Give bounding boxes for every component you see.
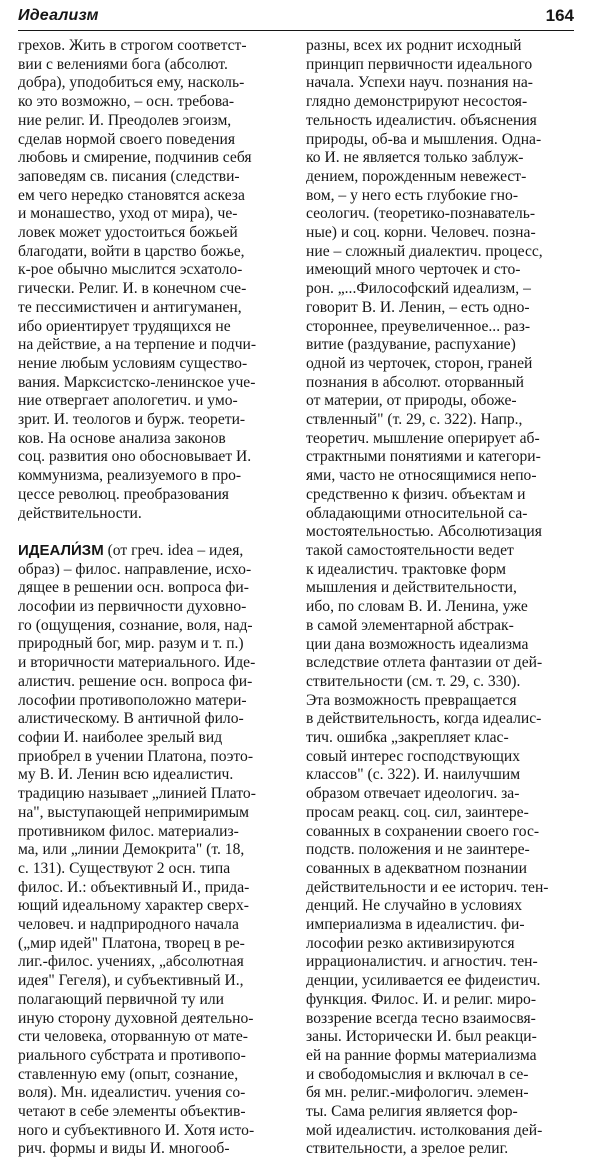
entry-headword: ИДЕАЛИ́ЗМ (18, 541, 104, 559)
text-line: глядно демонстрируют несостоя- (306, 93, 528, 111)
text-line: вследствие отлета фантазии от дей- (306, 654, 543, 672)
text-line: иную сторону духовной деятельно- (18, 1009, 254, 1027)
text-line: алистич. решение осн. вопроса фи- (18, 672, 253, 690)
text-line: познания в абсолют. оторванный (306, 373, 525, 391)
text-line: четают в себе элементы объектив- (18, 1103, 246, 1121)
text-line: бя мн. религ.-мифологич. элемен- (306, 1084, 529, 1102)
text-line: го (ощущения, сознание, воля, над- (18, 616, 253, 634)
text-line: сделав нормой своего поведения (18, 130, 235, 148)
text-line: в самой элементарной абстрак- (306, 616, 514, 634)
text-line: ибо, по словам В. И. Ленина, уже (306, 598, 528, 616)
entry-first-line (18, 542, 293, 561)
text-line: грехов. Жить в строгом соответст- (18, 37, 247, 54)
text-line: империализма в идеалистич. фи- (306, 916, 525, 934)
text-line: на действие, а на терпение и подчи- (18, 336, 257, 354)
text-line: филос. И.: объективный И., прида- (18, 878, 250, 896)
left-column (18, 37, 293, 1159)
left-column-continuation (18, 37, 293, 523)
header-rule (18, 30, 574, 31)
text-line: ствительности (см. т. 29, с. 330). (306, 672, 521, 690)
text-line: дением, порожденным невежест- (306, 167, 527, 185)
text-line: сованных в адекватном познании (306, 859, 527, 877)
text-line: лософии из первичности духовно- (18, 598, 247, 616)
text-line: ями, часто не относящимися непо- (306, 467, 537, 485)
text-line: тич. ошибка „закрепляет клас- (306, 729, 509, 747)
text-line: денции, усиливается ее фидеистич. (306, 972, 541, 990)
text-line: алистическому. В античной фило- (18, 710, 244, 728)
text-line: воззрение всегда тесно взаимосвя- (306, 1009, 536, 1027)
text-line: полагающий первичной ту или (18, 990, 224, 1008)
text-line: приобрел в учении Платона, поэто- (18, 747, 254, 765)
text-line: му В. И. Ленин всю идеалистич. (18, 766, 234, 784)
text-line: говорит В. И. Ленин, – есть одно- (306, 298, 530, 316)
text-line: цессе революц. преобразования (18, 485, 229, 503)
text-line: просам реакц. соц. сил, заинтере- (306, 803, 529, 821)
text-line: ствительности, а зрелое религ. (306, 1140, 509, 1158)
text-line: гически. Религ. И. в конечном сче- (18, 280, 247, 298)
text-line: и монашество, уход от мира), че- (18, 205, 238, 223)
text-line: подств. положения и не заинтере- (306, 841, 530, 859)
text-line: классов" (с. 322). И. наилучшим (306, 766, 521, 784)
running-title: Идеализм (18, 7, 99, 24)
text-line: традицию называет „линией Плато- (18, 785, 256, 803)
text-line: ей на ранние формы материализма (306, 1046, 537, 1064)
text-line: принцип первичности идеального (306, 55, 533, 73)
text-line: рич. формы и виды И. многооб- (18, 1140, 230, 1158)
text-line: имеющий много черточек и сто- (306, 261, 521, 279)
text-line: Эта возможность превращается (306, 691, 517, 709)
text-line: ние отвергает апологетич. и умо- (18, 392, 238, 410)
text-line: тельность идеалистич. объяснения (306, 111, 537, 129)
text-line: от материи, от природы, обоже- (306, 392, 517, 410)
text-line: одной из черточек, сторон, граней (306, 354, 533, 372)
text-line: мостоятельностью. Абсолютизация (306, 523, 542, 541)
text-line: („мир идей" Платона, творец в ре- (18, 934, 245, 952)
text-line: заны. Исторически И. был реакци- (306, 1028, 537, 1046)
text-line: лософии резко активизируются (306, 934, 515, 952)
text-line: ние – сложный диалектич. процесс, (306, 242, 543, 260)
text-line: на", выступающей непримиримым (18, 803, 250, 821)
text-line: ции дана возможность идеализма (306, 635, 529, 653)
text-line: страктными понятиями и категори- (306, 448, 541, 466)
text-line: и вторичности материального. Иде- (18, 654, 256, 672)
text-line: сованных в сохранении своего гос- (306, 822, 540, 840)
text-line: начала. Успехи науч. познания на- (306, 74, 533, 92)
text-line: коммунизма, реализуемого в про- (18, 467, 242, 485)
text-line: образ) – филос. направление, исхо- (18, 560, 252, 578)
text-line: вания. Марксистско-ленинское уче- (18, 373, 256, 391)
text-line: образом отвечает идеологич. за- (306, 785, 520, 803)
text-line: ко И. не является только заблуж- (306, 149, 524, 167)
text-line: к-рое обычно мыслится эсхатоло- (18, 261, 243, 279)
text-line: к идеалистич. трактовке форм (306, 560, 506, 578)
page-number: 164 (545, 6, 574, 25)
text-line: ты. Сама религия является фор- (306, 1103, 518, 1121)
text-line: ма, или „линии Демокрита" (т. 18, (18, 841, 245, 859)
text-line: ибо ориентирует трудящихся не (18, 317, 231, 335)
text-line: софии И. наиболее зрелый вид (18, 729, 223, 746)
text-line: стороннее, преувеличенное... раз- (306, 317, 531, 335)
text-line: ющий идеальному характер сверх- (18, 897, 249, 915)
text-line: средственно к физич. объектам и (306, 485, 526, 503)
paragraph-gap (18, 523, 293, 542)
text-line: человеч. и надприродного начала (18, 916, 239, 934)
text-line: ловек может удостоиться божьей (18, 224, 238, 242)
text-line: разны, всех их роднит исходный (306, 37, 522, 54)
text-line: ставленную ему (опыт, сознание, (18, 1065, 239, 1083)
right-column (306, 37, 584, 1159)
text-line: дящее в решении осн. вопроса фи- (18, 579, 249, 597)
text-line: совый интерес господствующих (306, 747, 521, 765)
text-line: вом, – у него есть глубокие гно- (306, 186, 519, 204)
text-line: теоретич. мышление оперирует аб- (306, 429, 540, 447)
text-line: мой идеалистич. истолкования дей- (306, 1121, 543, 1139)
text-line: обладающими относительной са- (306, 504, 528, 522)
text-line: сеологич. (теоретико-познаватель- (306, 205, 536, 223)
text-line: такой самостоятельности ведет (306, 541, 514, 559)
text-line: и свободомыслия и включал в се- (306, 1065, 529, 1083)
text-line: ем чего нередко становятся аскеза (18, 186, 245, 204)
text-line: заповедям св. писания (следстви- (18, 167, 240, 185)
text-line: природный бог, мир. разум и т. п.) (18, 635, 244, 653)
text-line: ко это возможно, – осн. требова- (18, 93, 235, 111)
text-line: идея" Гегеля), и субъективный И., (18, 972, 244, 990)
text-line: благодати, войти в царство божье, (18, 242, 245, 260)
text-line: ного и субъективного И. Хотя исто- (18, 1121, 255, 1139)
text-line: любовь и смирение, подчинив себя (18, 149, 252, 167)
text-line: ные) и соц. корни. Человеч. позна- (306, 224, 536, 242)
text-line: денций. Не случайно в условиях (306, 897, 522, 915)
text-line: воля). Мн. идеалистич. учения со- (18, 1084, 246, 1102)
text-line: вии с велениями бога (абсолют. (18, 55, 228, 73)
text-line: ние религ. И. Преодолев эгоизм, (18, 111, 232, 129)
entry-body (18, 561, 293, 1159)
text-line: ков. На основе анализа законов (18, 429, 226, 447)
text-line: действительности и ее историч. тен- (306, 878, 549, 896)
text-line: природы, об-ва и мышления. Одна- (306, 130, 542, 148)
text-line: лософии противоположно матери- (18, 691, 247, 709)
text-line: нение любым условиям существо- (18, 354, 248, 372)
text-line: функция. Филос. И. и религ. миро- (306, 990, 537, 1008)
text-line: зрит. И. теологов и бурж. теорети- (18, 411, 246, 429)
entry-headword-rest: (от греч. idea – идея, (103, 541, 244, 559)
text-line: те пессимистичен и антигуманен, (18, 298, 242, 316)
text-line: сти человека, оторванную от мате- (18, 1028, 248, 1046)
text-line: добра), уподобиться ему, насколь- (18, 74, 245, 92)
page-header (18, 6, 574, 32)
text-line: в действительность, когда идеалис- (306, 710, 542, 728)
text-line: мышления и действительности, (306, 579, 517, 597)
text-line: риального субстрата и противопо- (18, 1046, 246, 1064)
text-line: витие (раздувание, распухание) (306, 336, 516, 354)
text-line: соц. развития оно обосновывает И. (18, 448, 252, 466)
text-line: с. 131). Существуют 2 осн. типа (18, 859, 231, 877)
text-line: противником филос. материализ- (18, 822, 239, 840)
text-line: действительности. (18, 504, 142, 522)
text-line: ствленный" (т. 29, с. 322). Напр., (306, 411, 523, 429)
text-line: иррационалистич. и агностич. тен- (306, 953, 538, 971)
text-line: рон. „...Философский идеализм, – (306, 280, 531, 298)
text-line: лиг.-филос. учениях, „абсолютная (18, 953, 244, 971)
